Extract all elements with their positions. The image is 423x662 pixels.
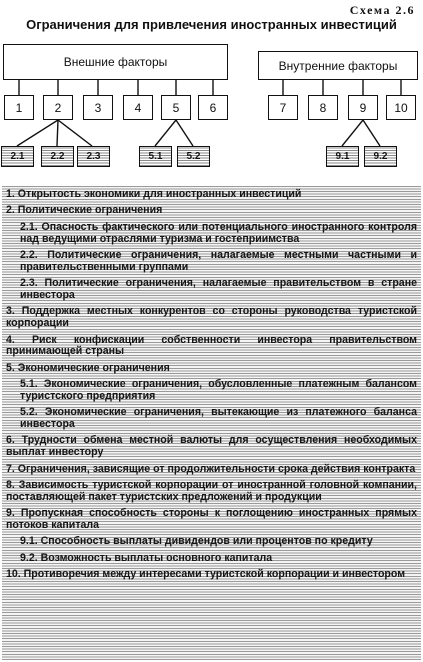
factor-box [268, 95, 298, 120]
factor-number: 5 [172, 100, 180, 115]
subfactor-box [364, 146, 397, 167]
connector-line [155, 120, 176, 146]
subfactor-number: 2.2 [50, 151, 65, 162]
external-factors-box [3, 44, 228, 80]
connector-line [342, 120, 363, 146]
list-item: 2. Политические ограничения [6, 204, 163, 217]
factor-box [123, 95, 153, 120]
subfactor-box [177, 146, 210, 167]
list-item: 2.2. Политические ограничения, налагаемые местными частными и правительственными группами [20, 248, 417, 273]
connector-line [176, 120, 193, 146]
subfactor-box [1, 146, 34, 167]
list-item: 6. Трудности обмена местной валюты для осуществления необходимых выплат инвестору [6, 434, 417, 459]
external-factors-label: Внешние факторы [63, 55, 168, 69]
factor-box [43, 95, 73, 120]
subfactor-number: 2.3 [86, 151, 101, 162]
factor-descriptions-list [2, 186, 421, 660]
factor-box [83, 95, 113, 120]
list-item: 9.2. Возможность выплаты основного капитала [20, 551, 273, 564]
factor-box [198, 95, 228, 120]
factor-box [348, 95, 378, 120]
list-item: 2.1. Опасность фактического или потенциального иностранного контроля над ведущими отраслями туризма и гостеприимства [20, 220, 417, 245]
connector-line [57, 120, 58, 146]
subfactor-number: 2.1 [10, 151, 25, 162]
list-item: 5.1. Экономические ограничения, обусловленные платежным балансом туристского предприятия [20, 378, 417, 402]
connector-line [58, 120, 92, 146]
factor-box [161, 95, 191, 120]
factor-number: 6 [209, 100, 217, 115]
internal-factors-label: Внутренние факторы [278, 58, 398, 73]
factor-number: 10 [394, 100, 408, 115]
connector-line [17, 120, 58, 146]
factor-number: 1 [15, 100, 23, 115]
factor-number: 3 [94, 100, 102, 115]
list-item: 5.2. Экономические ограничения, вытекающие из платежного баланса инвестора [20, 406, 417, 431]
factor-box [386, 95, 416, 120]
factor-box [308, 95, 338, 120]
list-item: 9. Пропускная способность стороны к поглощению иностранных прямых потоков капитала [6, 507, 417, 532]
factor-number: 8 [319, 100, 327, 115]
subfactor-box [139, 146, 172, 167]
list-item: 1. Открытость экономики для иностранных инвестиций [6, 188, 302, 200]
list-item: 7. Ограничения, зависящие от продолжительности срока действия контракта [6, 462, 416, 475]
list-item: 8. Зависимость туристской корпорации от иностранной головной компании, поставляющей пакет туристских предложений и продукции [6, 479, 417, 503]
subfactor-number: 5.1 [148, 151, 163, 162]
factor-number: 9 [359, 100, 367, 115]
factor-number: 7 [279, 100, 287, 115]
connector-line [363, 120, 380, 146]
internal-factors-box [258, 51, 418, 80]
subfactor-number: 9.2 [373, 151, 388, 162]
factor-number: 4 [134, 100, 142, 115]
list-item: 3. Поддержка местных конкурентов со стороны руководства туристской корпорации [6, 305, 417, 330]
subfactor-number: 5.2 [186, 151, 201, 162]
scheme-label: Схема 2.6 [349, 3, 415, 17]
subfactor-box [77, 146, 110, 167]
list-item: 4. Риск конфискации собственности инвестора правительством принимающей страны [6, 333, 417, 358]
subfactor-number: 9.1 [335, 151, 350, 162]
diagram-title: Ограничения для привлечения иностранных инвестиций [26, 17, 397, 32]
factor-box [4, 95, 34, 120]
subfactor-box [326, 146, 359, 167]
list-item: 9.1. Способность выплаты дивидендов или процентов по кредиту [20, 535, 373, 548]
list-item: 5. Экономические ограничения [6, 361, 170, 374]
factor-number: 2 [54, 100, 62, 115]
list-item: 10. Противоречия между интересами туристской корпорации и инвестором [6, 568, 406, 581]
subfactor-box [41, 146, 74, 167]
list-item: 2.3. Политические ограничения, налагаемые правительством в стране инвестора [20, 277, 417, 301]
